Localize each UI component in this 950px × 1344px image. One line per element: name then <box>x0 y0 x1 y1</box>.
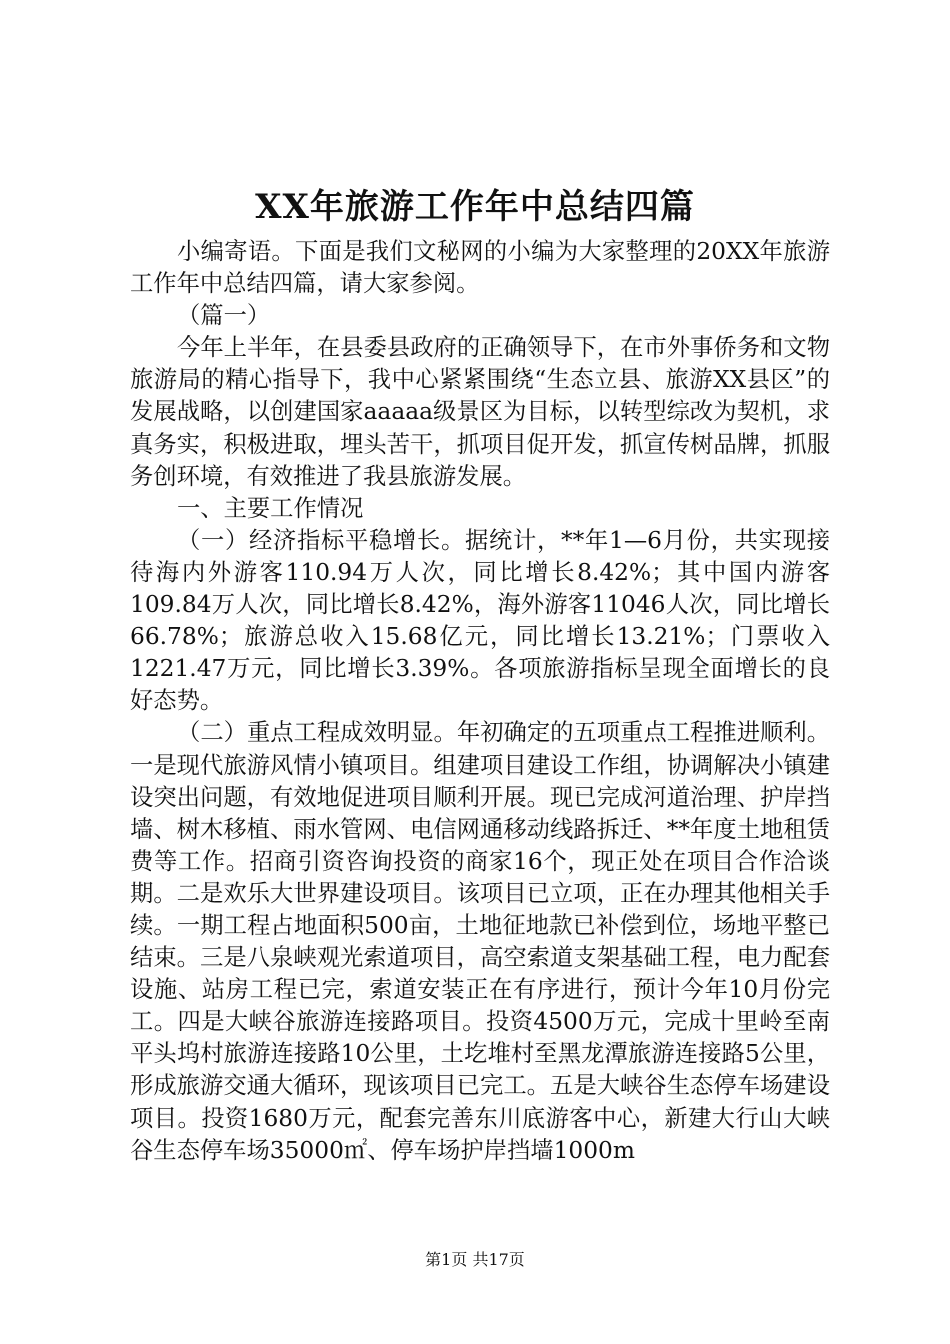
document-title: XX年旅游工作年中总结四篇 <box>255 187 695 227</box>
paragraph-overview: 今年上半年，在县委县政府的正确领导下，在市外事侨务和文物旅游局的精心指导下，我中心紧紧围绕“生态立县、旅游XX县区”的发展战略，以创建国家aaaaa级景区为目标，以转型综改为契机，求真务实，积极进取，埋头苦干，抓项目促开发，抓宣传树品牌，抓服务创环境，有效推进了我县旅游发展。 <box>130 334 830 490</box>
paragraph-intro: 小编寄语。下面是我们文秘网的小编为大家整理的20XX年旅游工作年中总结四篇，请大家参阅。 <box>130 238 830 298</box>
paragraph-heading: 一、主要工作情况 <box>177 494 364 522</box>
paragraph-section-label: （篇一） <box>177 302 271 330</box>
page-footer: 第1页 共17页 <box>425 1250 525 1269</box>
paragraph-economic: （一）经济指标平稳增长。据统计，**年1—6月份，共实现接待海内外游客110.94万人次，同比增长8.42%；其中国内游客109.84万人次，同比增长8.42%，海外游客11046人次，同比增长66.78%；旅游总收入15.68亿元，同比增长13.21%；门票收入1221.47万元，同比增长3.39%。各项旅游指标呈现全面增长的良好态势。 <box>130 526 830 715</box>
document-body <box>130 236 830 1167</box>
paragraph-projects: （二）重点工程成效明显。年初确定的五项重点工程推进顺利。一是现代旅游风情小镇项目。组建项目建设工作组，协调解决小镇建设突出问题，有效地促进项目顺利开展。现已完成河道治理、护岸挡墙、树木移植、雨水管网、电信网通移动线路拆迁、**年度土地租赁费等工作。招商引资咨询投资的商家16个，现正处在项目合作洽谈期。二是欢乐大世界建设项目。该项目已立项，正在办理其他相关手续。一期工程占地面积500亩，土地征地款已补偿到位，场地平整已结束。三是八泉峡观光索道项目，高空索道支架基础工程，电力配套设施、站房工程已完，索道安装正在有序进行，预计今年10月份完工。四是大峡谷旅游连接路项目。投资4500万元，完成十里岭至南平头坞村旅游连接路10公里，土圪堆村至黑龙潭旅游连接路5公里，形成旅游交通大循环，现该项目已完工。五是大峡谷生态停车场建设项目。投资1680万元，配套完善东川底游客中心，新建大行山大峡谷生态停车场35000㎡、停车场护岸挡墙1000m <box>130 719 830 1164</box>
